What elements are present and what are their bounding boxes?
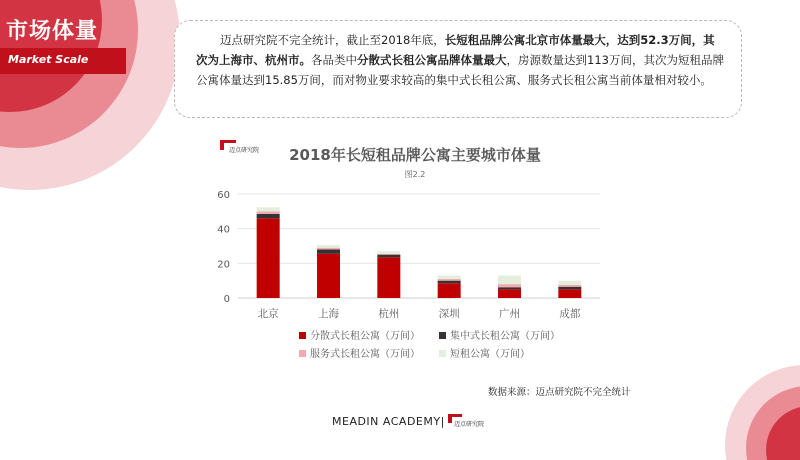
legend-swatch xyxy=(299,332,306,339)
chart-figure-number: 图2.2 xyxy=(404,170,426,179)
bar-segment xyxy=(317,248,340,250)
bar-segment xyxy=(317,245,340,248)
chart-logo xyxy=(220,140,259,154)
x-tick-label: 北京 xyxy=(257,308,279,320)
legend-label: 分散式长租公寓（万间） xyxy=(310,331,420,342)
y-tick-label: 0 xyxy=(223,294,230,305)
legend-swatch xyxy=(299,350,306,357)
bar-segment xyxy=(377,257,400,298)
page-title: 市场体量 xyxy=(6,19,99,44)
page-subtitle: Market Scale xyxy=(8,53,89,66)
y-tick-label: 20 xyxy=(217,259,230,271)
summary-mid: 各品类中 xyxy=(311,53,357,67)
y-tick-label: 60 xyxy=(217,190,230,201)
summary-rest: ，房源数量达到113万间，其次为短租品牌公寓体量达到15.85万间，而对物业要求较高的集中式长租公寓、服务式长租公寓当前体量相对较小。 xyxy=(196,53,724,87)
bar-segment xyxy=(438,275,461,278)
bar-segment xyxy=(558,285,581,287)
bar-segment xyxy=(498,289,521,298)
bar-segment xyxy=(438,279,461,281)
x-tick-label: 成都 xyxy=(559,308,581,320)
legend-swatch xyxy=(439,350,446,357)
bar-segment xyxy=(498,275,521,284)
footer-logo-text: 迈点研究院 xyxy=(454,421,485,428)
legend-label: 短租公寓（万间） xyxy=(450,349,530,360)
summary-intro: 迈点研究院不完全统计，截止至2018年底， xyxy=(220,33,445,47)
x-tick-label: 上海 xyxy=(318,308,339,320)
bar-segment xyxy=(558,281,581,285)
footer-logo xyxy=(446,412,486,430)
x-tick-label: 深圳 xyxy=(438,308,460,320)
bar-segment xyxy=(558,289,581,298)
bar-segment xyxy=(257,211,280,214)
legend-label: 服务式长租公寓（万间） xyxy=(310,349,420,360)
bar-segment xyxy=(438,281,461,284)
bar-segment xyxy=(498,284,521,287)
bar-segment xyxy=(257,214,280,218)
summary-highlight-1: 长短租品牌公寓北京市体量最大，达到52.3万间，其次为上海市、杭州市。 xyxy=(196,33,715,67)
bar-segment xyxy=(257,218,280,298)
bar-segment xyxy=(438,283,461,298)
bar-segment xyxy=(377,254,400,255)
bar-segment xyxy=(498,287,521,289)
x-tick-label: 杭州 xyxy=(378,308,400,320)
bar-segment xyxy=(558,287,581,290)
bar-segment xyxy=(377,255,400,258)
x-tick-label: 广州 xyxy=(499,308,520,320)
bar-segment xyxy=(317,254,340,298)
data-source: 数据来源：迈点研究院不完全统计 xyxy=(488,387,631,398)
chart-title: 2018年长短租品牌公寓主要城市体量 xyxy=(289,146,541,164)
bar-segment xyxy=(257,207,280,211)
y-tick-label: 40 xyxy=(217,224,230,236)
chart-logo-text: 迈点研究院 xyxy=(229,147,260,154)
legend-swatch xyxy=(439,332,446,339)
bar-segment xyxy=(317,249,340,253)
bar-segment xyxy=(377,251,400,254)
summary-highlight-2: 分散式长租公寓品牌体量最大 xyxy=(357,53,507,67)
footer-academy: MEADIN ACADEMY| xyxy=(332,415,445,428)
legend-label: 集中式长租公寓（万间） xyxy=(450,331,560,342)
